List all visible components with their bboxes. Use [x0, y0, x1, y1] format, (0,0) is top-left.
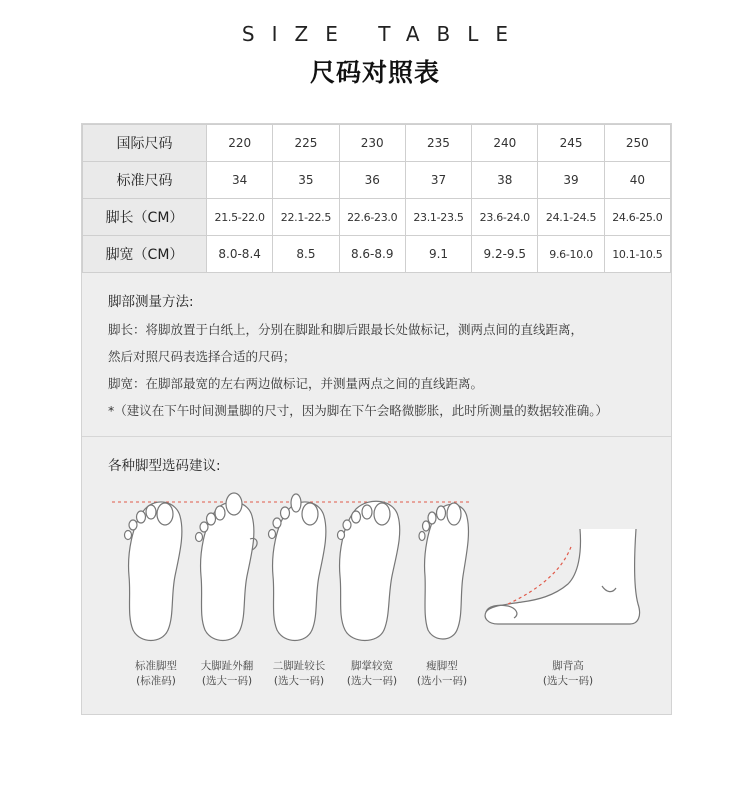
table-cell: 9.1: [405, 236, 471, 273]
table-cell: 220: [207, 125, 273, 162]
caption-high-instep: [528, 659, 608, 689]
row-label: 脚长（CM）: [83, 199, 207, 236]
caption-slim: [402, 659, 482, 689]
section-divider: [82, 436, 671, 437]
table-cell: 240: [472, 125, 538, 162]
table-row-intl-size: [83, 125, 671, 162]
length-instruction-1: 脚长：将脚放置于白纸上，分别在脚趾和脚后跟最长处做标记，测两点间的直线距离，: [108, 322, 584, 337]
table-cell: 9.6-10.0: [538, 236, 604, 273]
caption-standard: [116, 659, 196, 689]
table-cell: 34: [207, 162, 273, 199]
table-row-foot-width: [83, 236, 671, 273]
foot-type-name: 标准脚型: [135, 660, 177, 672]
table-cell: 36: [339, 162, 405, 199]
title-english: SIZE TABLE: [241, 22, 526, 46]
row-label: 标准尺码: [83, 162, 207, 199]
table-cell: 23.6-24.0: [472, 199, 538, 236]
standard-foot-icon: [125, 502, 182, 641]
table-cell: 35: [273, 162, 339, 199]
foot-type-advice: (选大一码): [273, 675, 325, 687]
size-table: [82, 124, 671, 273]
table-cell: 22.1-22.5: [273, 199, 339, 236]
slim-foot-icon: [419, 503, 468, 639]
table-cell: 38: [472, 162, 538, 199]
table-cell: 37: [405, 162, 471, 199]
table-cell: 245: [538, 125, 604, 162]
foot-type-advice: (选大一码): [201, 675, 253, 687]
foot-type-illustrations: [82, 484, 671, 659]
table-cell: 24.6-25.0: [604, 199, 670, 236]
caption-long-second-toe: [259, 659, 339, 689]
table-cell: 23.1-23.5: [405, 199, 471, 236]
foot-type-name: 脚背高: [552, 660, 584, 672]
foot-type-heading: 各种脚型选码建议:: [108, 458, 221, 474]
table-cell: 8.6-8.9: [339, 236, 405, 273]
foot-type-name: 二脚趾较长: [272, 660, 326, 672]
size-panel: [81, 123, 672, 715]
wide-foot-icon: [338, 501, 400, 640]
table-cell: 10.1-10.5: [604, 236, 670, 273]
table-cell: 22.6-23.0: [339, 199, 405, 236]
table-cell: 8.0-8.4: [207, 236, 273, 273]
foot-type-name: 大脚趾外翻: [200, 660, 254, 672]
row-label: 国际尺码: [83, 125, 207, 162]
length-instruction-2: 然后对照尺码表选择合适的尺码；: [108, 349, 296, 364]
width-instruction: 脚宽：在脚部最宽的左右两边做标记，并测量两点之间的直线距离。: [108, 376, 484, 391]
table-row-standard-size: [83, 162, 671, 199]
table-cell: 21.5-22.0: [207, 199, 273, 236]
foot-type-advice: (选大一码): [346, 675, 398, 687]
foot-type-advice: (选大一码): [542, 675, 594, 687]
table-cell: 24.1-24.5: [538, 199, 604, 236]
table-cell: 39: [538, 162, 604, 199]
measure-instructions: [108, 289, 668, 424]
high-instep-foot-icon: [485, 529, 639, 624]
table-cell: 225: [273, 125, 339, 162]
long-second-toe-foot-icon: [269, 494, 326, 641]
table-cell: 230: [339, 125, 405, 162]
caption-bunion: [187, 659, 267, 689]
table-cell: 250: [604, 125, 670, 162]
table-row-foot-length: [83, 199, 671, 236]
measure-tip: *（建议在下午时间测量脚的尺寸，因为脚在下午会略微膨胀，此时所测量的数据较准确。）: [108, 403, 609, 418]
foot-type-name: 瘦脚型: [426, 660, 458, 672]
table-cell: 8.5: [273, 236, 339, 273]
title-chinese: 尺码对照表: [309, 58, 440, 87]
foot-type-advice: (选小一码): [416, 675, 468, 687]
caption-wide: [332, 659, 412, 689]
bunion-foot-icon: [196, 493, 258, 641]
table-cell: 9.2-9.5: [472, 236, 538, 273]
table-cell: 40: [604, 162, 670, 199]
table-cell: 235: [405, 125, 471, 162]
foot-type-name: 脚掌较宽: [351, 660, 393, 672]
measure-heading: 脚部测量方法:: [108, 294, 194, 310]
foot-type-advice: (标准码): [136, 675, 176, 687]
row-label: 脚宽（CM）: [83, 236, 207, 273]
